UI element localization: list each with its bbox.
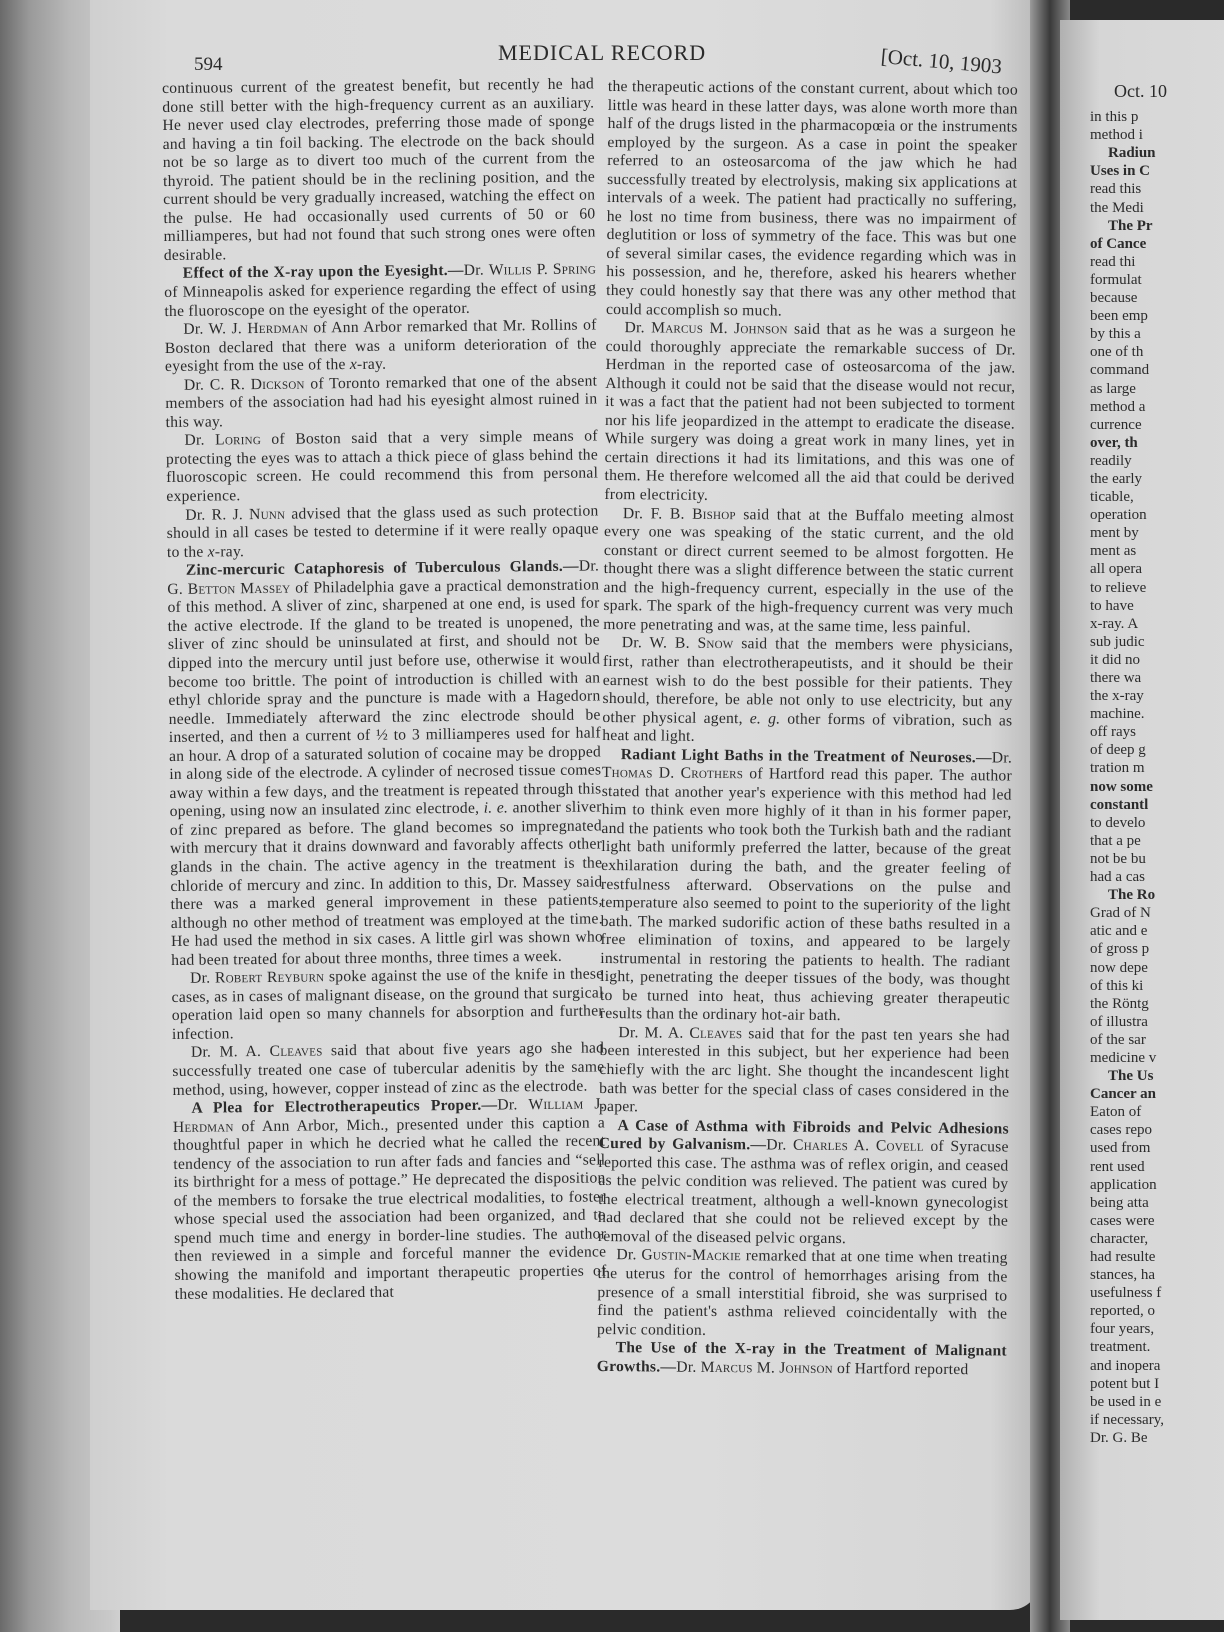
facing-page-line: Radiun — [1108, 145, 1156, 162]
body-text: said that the members were physicians, first, rather than electrotherapeutists, and it should be their earnest wish to do the best possible for their patients. They should, therefore, be able not only to use electricity, but any other physical agent, — [602, 635, 1014, 727]
body-text: Dr. R. J. — [185, 505, 250, 524]
facing-page-line: it did no — [1090, 651, 1141, 668]
person-name: Marcus M. Johnson — [700, 1358, 833, 1377]
issue-date: [Oct. 10, 1903 — [879, 44, 1003, 79]
facing-page-line: ment as — [1090, 543, 1137, 560]
facing-page-line: of deep g — [1090, 742, 1146, 759]
paragraph — [599, 1024, 1010, 1120]
facing-page-line: ment by — [1090, 525, 1139, 542]
body-text: Dr. G. — [167, 557, 600, 598]
paragraph — [172, 1040, 605, 1100]
person-name: Marcus M. Johnson — [651, 319, 788, 338]
person-name: Snow — [697, 635, 734, 653]
facing-page-line: used from — [1090, 1140, 1151, 1157]
body-text: Dr. — [676, 1358, 701, 1376]
body-text: Dr. — [616, 1246, 642, 1264]
person-name: Nunn — [249, 505, 286, 523]
person-name: Dickson — [250, 375, 305, 393]
paragraph — [173, 1095, 607, 1304]
person-name: Willis P. Spring — [488, 260, 597, 280]
body-text: Dr. — [184, 431, 216, 450]
person-name: Cleaves — [269, 1042, 323, 1061]
facing-page-line: of gross p — [1090, 941, 1150, 958]
facing-page-line: Eaton of — [1090, 1104, 1142, 1121]
facing-page-line: x-ray. A — [1090, 615, 1139, 632]
facing-page-line: over, th — [1090, 434, 1138, 451]
running-head: MEDICAL RECORD — [498, 40, 707, 65]
person-name: Herdman — [247, 319, 309, 338]
facing-page-line: method a — [1090, 398, 1146, 415]
facing-page-line: as large — [1090, 380, 1136, 397]
facing-page-line: sub judic — [1090, 633, 1145, 650]
paragraph — [165, 372, 598, 432]
right-column — [597, 78, 1018, 1380]
body-text: other forms of vibration, such as heat and light. — [602, 710, 1013, 745]
facing-page-line: constantl — [1090, 796, 1149, 813]
facing-page-line: potent but I — [1090, 1375, 1160, 1392]
paragraph — [600, 746, 1012, 1028]
facing-page-line: reported, o — [1090, 1303, 1155, 1320]
facing-page-line: ticable, — [1090, 489, 1134, 506]
facing-page-line: to have — [1090, 597, 1134, 614]
body-text: said that for the past ten years she had been interested in this subject, but her experience had been chiefly with the arc light. She thought the incandescent light bath was better for the special class of cases considered in the paper. — [598, 1025, 1010, 1116]
facing-page-line: all opera — [1090, 561, 1143, 578]
facing-page-line: application — [1090, 1176, 1157, 1193]
facing-page-line: cases were — [1090, 1212, 1155, 1229]
facing-page-line: four years, — [1090, 1321, 1155, 1338]
body-text: Dr. W. J. — [183, 320, 248, 338]
body-text: Dr. C. R. — [183, 375, 251, 394]
paragraph — [166, 502, 599, 562]
facing-page-line: now some — [1090, 778, 1153, 795]
facing-page-line: cases repo — [1090, 1122, 1153, 1139]
facing-page-line: rent used — [1090, 1158, 1145, 1175]
facing-page-line: character, — [1090, 1230, 1149, 1247]
facing-page-line: being atta — [1090, 1194, 1149, 1211]
person-name: Gustin-Mackie — [641, 1246, 742, 1265]
paragraph — [171, 966, 604, 1045]
facing-page-line: usefulness f — [1090, 1285, 1162, 1302]
body-text: -ray. — [214, 542, 245, 561]
body-text: remarked that at one time when treating the uterus for the control of hemorrhages arising from the presence of a small interstitial fibroid, she was surprised to find the patient's asthma relieved coincidentally with the pelvic condition. — [597, 1247, 1008, 1339]
facing-page-line: treatment. — [1090, 1339, 1151, 1356]
section-heading: Radiant Light Baths in the Treatment of Neuroses.— — [620, 745, 992, 767]
facing-page-line: the early — [1090, 470, 1143, 487]
body-text: Dr. — [624, 319, 652, 337]
facing-page-column — [1090, 82, 1224, 1447]
body-text: -ray. — [356, 355, 387, 374]
facing-page-line: Cancer an — [1090, 1086, 1156, 1103]
body-text: Dr. — [190, 969, 216, 988]
facing-page-line: currence — [1090, 416, 1142, 433]
body-text: Dr. — [497, 1096, 529, 1114]
paragraph — [166, 428, 599, 507]
facing-page-line: formulat — [1090, 271, 1142, 288]
facing-page-line: of this ki — [1090, 977, 1144, 994]
facing-page-line: tration m — [1090, 760, 1145, 777]
facing-page-lines — [1090, 108, 1224, 1447]
section-heading: Effect of the X-ray upon the Eyesight.— — [182, 262, 464, 283]
facing-page-line: and inopera — [1090, 1357, 1161, 1374]
body-text: of Philadelphia gave a practical demonstration of this method. A sliver of zinc, sharpened at one end, is used for the active electrode. If the gland to be treated is unopened, the sliver of zinc should be uninsulated at first, and should not be dipped into the mercury until just before use, otherwise it would become too brittle. The point of introduction is chilled with an ethyl chloride spray and the puncture is made with a Hagedorn needle. Immediately afterward the zinc electrode should be inserted, and then a current of ½ to 3 milliamperes used for half an hour. A drop of a saturated solution of cocaine may be dropped in along side of the electrode. A cylinder of necrosed tissue comes away within a few days, and the treatment is repeated through this opening, using now an insulated zinc electrode, — [167, 576, 602, 821]
facing-page-line: now depe — [1090, 959, 1148, 976]
body-text: of Hartford read this paper. The author stated that another year's experience with this method had led him to think even more highly of it than in his former paper, and the patients who took both the Turkish bath and the radiant light bath uniformly preferred the latter, because of the great exhilaration during the bath, and the greater feeling of restfulness afterward. Observations on the pulse and temperature also seemed to point to the superiority of the light bath. The marked sudorific action of these baths resulted in a free elimination of toxins, and appeared to be largely instrumental in restoring the patients to health. The radiant light, penetrating the deeper tissues of the body, was thought to be turned into heat, thus achieving greater therapeutic results than the ordinary hot-air bath. — [599, 765, 1013, 1025]
person-name: Thomas D. Crothers — [601, 764, 744, 783]
paragraph — [164, 261, 597, 321]
facing-page-line: atic and e — [1090, 923, 1148, 940]
facing-page-line: that a pe — [1090, 832, 1141, 849]
body-text: said that at the Buffalo meeting almost every one was speaking of the static current, and the old constant or direct current seemed to be almost forgotten. He thought there was a slight difference between the static current and the high-frequency current, especially in the use of the spark. The spark of the high-frequency current was very much more penetrating and was, at the same time, less painful. — [603, 505, 1015, 637]
body-text: spoke against the use of the knife in these cases, as in cases of malignant disease, on the ground that surgical operation laid open so many channels for absorption and further infection. — [171, 965, 604, 1043]
facing-page-line: off rays — [1090, 724, 1136, 741]
facing-page-line: operation — [1090, 507, 1147, 524]
body-text: of Syracuse reported this case. The asthma was of reflex origin, and ceased as the pelvic condition was relieved. The patient was cured by the electrical treatment, although a well-known gynecologist had declared that she could not be relieved except by the removal of the diseased pelvic organs. — [597, 1137, 1009, 1248]
facing-page-line: to relieve — [1090, 579, 1147, 596]
facing-page-line: of illustra — [1090, 1013, 1148, 1030]
person-name: Cleaves — [689, 1024, 743, 1043]
body-text: said that about five years ago she had successfully treated one case of tubercular adenitis by the same method, using, however, copper instead of zinc as the electrode. — [172, 1039, 605, 1099]
body-text: continuous current of the greatest benefit, but recently he had done still better with the high-frequency current as an auxiliary. He never used clay electrodes, preferring those made of sponge and having a tin foil backing. The electrode on the back should not be so large as to divert too much of the current from the thyroid. The patient should be in the reclining position, and the current should be very gradually increased, watching the effect on the pulse. He had occasionally used currents of 50 or 60 milliamperes, but had not found that such strong ones were often desirable. — [162, 75, 596, 264]
paragraph — [606, 78, 1018, 323]
paragraph — [604, 319, 1016, 508]
body-text: said that as he was a surgeon he could thoroughly appreciate the remarkable success of Dr. Herdman in the reported case of osteosarcoma of the jaw. Although it could not be said that the disease would not recur, it was a fact that the patient had not been subjected to torment nor his life jeopardized in the attempt to eradicate the disease. While surgery was doing a great work in many lines, yet in certain directions it had its limitations, and this was one of them. He therefore welcomed all the aid that could be derived from electricity. — [604, 320, 1016, 504]
section-heading: A Case of Asthma with Fibroids and Pelvic Adhesions Cured by Galvanism.— — [598, 1116, 1009, 1154]
facing-page-line: stances, ha — [1090, 1267, 1155, 1284]
paragraph — [167, 558, 603, 971]
section-heading: The Use of the X-ray in the Treatment of Malignant Growths.— — [596, 1339, 1007, 1376]
italic-text: i. e. — [483, 799, 509, 817]
section-heading: Zinc-mercuric Cataphoresis of Tuberculous Glands.— — [185, 557, 579, 579]
body-text: of Hartford reported — [832, 1359, 969, 1378]
body-text: of Ann Arbor, Mich., presented under this caption a thoughtful paper in which he decried what he called the recent tendency of the association to run after fads and fancies and “sell its birthright for a mess of pottage.” He deprecated the disposition of the members to forsake the true electrical modalities, to foster whose special used the association had been organized, and to spend much time and energy in border-line studies. The author then reviewed in a simple and forceful manner the evidence showing the manifold and important therapeutic properties of these modalities. He declared that — [173, 1114, 607, 1303]
body-text: another sliver of zinc prepared as before. The gland becomes so impregnated with mercury that it drains downward and favorably affects other glands in the chain. The active agency in the treatment is the chloride of mercury and zinc. In addition to this, Dr. Massey said there was a marked general improvement in these patients, although no other method of treatment was employed at the time. He had used the method in six cases. A little girl was shown who had been treated for about three months, three times a week. — [169, 798, 604, 969]
facing-page-line: medicine v — [1090, 1049, 1157, 1066]
facing-page-line: if necessary, — [1090, 1411, 1164, 1428]
facing-page-line: not be bu — [1090, 850, 1146, 867]
person-name: Charles A. Covell — [793, 1136, 924, 1155]
body-text: of Ann Arbor remarked that Mr. Rollins of Boston declared that there was a uniform deterioration of the eyesight from the use of the — [164, 316, 597, 376]
person-name: Betton Massey — [187, 579, 291, 598]
body-text: of Minneapolis asked for experience regarding the effect of using the fluoroscope on the eyesight of the operator. — [164, 279, 597, 320]
facing-page-line: had resulte — [1090, 1249, 1156, 1265]
facing-page-line: The Pr — [1108, 217, 1153, 234]
person-name: Robert Reyburn — [214, 968, 325, 987]
left-column — [162, 75, 607, 1304]
body-text: of Boston said that a very simple means of protecting the eyes was to attach a thick piece of glass behind the fluoroscopic screen. He could recommend this from personal experience. — [165, 427, 599, 506]
facing-page-line: Uses in C — [1090, 163, 1151, 180]
facing-page-line: by this a — [1090, 326, 1141, 343]
facing-page-line: Dr. G. Be — [1090, 1429, 1148, 1446]
facing-page-line: read thi — [1090, 253, 1136, 270]
body-text: of Toronto remarked that one of the absent members of the association had had his eyesight almost ruined in this way. — [165, 372, 598, 431]
paragraph — [165, 317, 598, 377]
facing-page-line: had a cas — [1090, 869, 1145, 886]
body-text: Dr. M. A. — [618, 1024, 690, 1042]
facing-page-line: read this — [1090, 181, 1142, 198]
italic-text: e. g. — [749, 709, 781, 728]
facing-page-line: there wa — [1090, 670, 1142, 686]
paragraph — [602, 634, 1013, 749]
facing-page-header: Oct. 10 — [1114, 81, 1167, 101]
body-text: the therapeutic actions of the constant current, about which too little was heard in these latter days, was alone worth more than half of the drugs listed in the pharmacopœia or the instruments employed by the surgeon. As a case in point the speaker referred to an osteosarcoma of the jaw which he had successfully treated by electrolysis, making six applications at intervals of a week. The patient had practically no suffering, he lost no time from business, there was no impairment of deglutition or loss of symmetry of the face. This was but one of several similar cases, the evidence regarding which was in his possession, and he, therefore, asked his hearers whether they could honestly say that there was any other method that could accomplish so much. — [605, 78, 1018, 320]
facing-page-line: of the sar — [1090, 1031, 1146, 1048]
facing-page-line: because — [1090, 290, 1138, 307]
body-text: Dr. W. B. — [621, 634, 698, 653]
page-number: 594 — [194, 54, 223, 75]
facing-page-line: readily — [1090, 452, 1132, 469]
facing-page-line: Grad of N — [1090, 905, 1151, 922]
facing-page-line: one of th — [1090, 344, 1144, 361]
facing-page-line: of Cance — [1090, 235, 1147, 252]
facing-page-line: be used in e — [1090, 1393, 1162, 1410]
italic-text: x — [349, 356, 358, 374]
paragraph — [597, 1339, 1007, 1380]
person-name: Loring — [215, 431, 262, 449]
italic-text: x — [207, 543, 215, 561]
facing-page-line: machine. — [1090, 706, 1145, 723]
facing-page-line: in this p — [1090, 109, 1139, 126]
facing-page-line: method i — [1090, 127, 1143, 144]
paragraph — [603, 505, 1014, 638]
body-text: Dr. F. B. — [622, 504, 693, 523]
paragraph — [598, 1117, 1009, 1250]
body-text: Dr. — [463, 262, 489, 280]
body-text: Dr. — [991, 749, 1013, 767]
person-name: Bishop — [692, 505, 736, 523]
body-text: Dr. M. A. — [190, 1043, 270, 1062]
facing-page-line: to develo — [1090, 814, 1146, 831]
facing-page-line: The Us — [1108, 1068, 1154, 1085]
facing-page-line: the Röntg — [1090, 995, 1149, 1012]
facing-page-line: the Medi — [1090, 199, 1144, 216]
facing-page-line: command — [1090, 362, 1150, 379]
facing-page-line: been emp — [1090, 308, 1148, 325]
section-heading: A Plea for Electrotherapeutics Proper.— — [191, 1096, 498, 1117]
facing-page-line: the x-ray — [1090, 688, 1144, 705]
paragraph — [162, 75, 596, 265]
facing-page-line: The Ro — [1108, 887, 1156, 904]
paragraph — [597, 1246, 1008, 1342]
body-text: advised that the glass used as such protection should in all cases be tested to determine if it were really opaque to the — [166, 502, 599, 561]
body-text: Dr. — [766, 1136, 794, 1154]
person-name: William J. Herdman — [172, 1095, 605, 1136]
